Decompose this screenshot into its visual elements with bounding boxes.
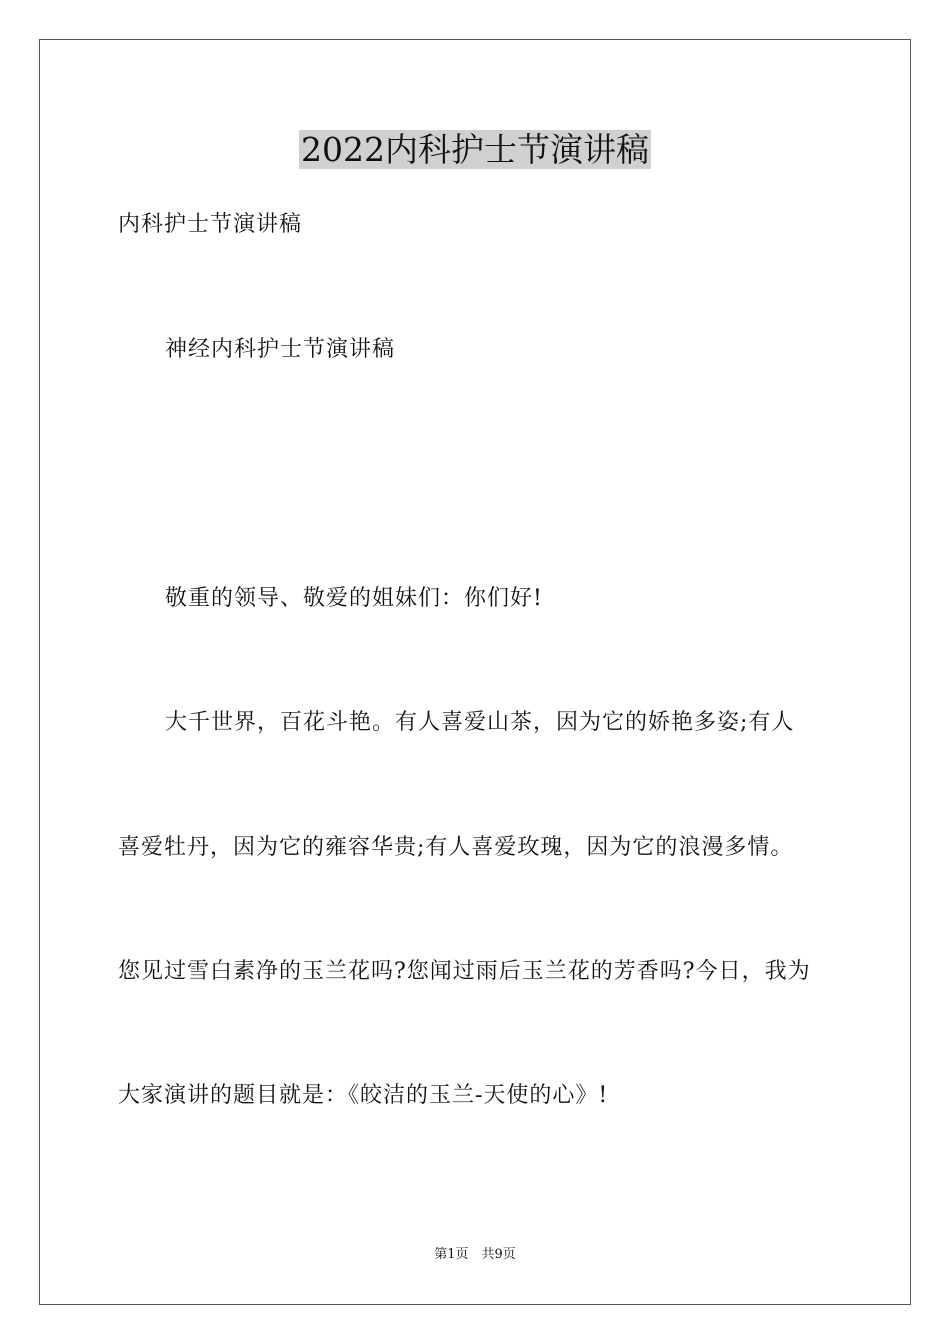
speech-heading: 神经内科护士节演讲稿 xyxy=(165,337,396,362)
paragraph-line: 大家演讲的题目就是：《皎洁的玉兰-天使的心》! xyxy=(118,1083,609,1108)
paragraph-line: 您见过雪白素净的玉兰花吗?您闻过雨后玉兰花的芳香吗?今日，我为 xyxy=(118,959,811,984)
greeting-line: 敬重的领导、敬爱的姐妹们：你们好! xyxy=(165,586,543,611)
paragraph-line: 大千世界，百花斗艳。有人喜爱山茶，因为它的娇艳多姿;有人 xyxy=(165,710,795,735)
document-subtitle: 内科护士节演讲稿 xyxy=(118,212,303,237)
document-title-text: 2022内科护士节演讲稿 xyxy=(301,130,649,169)
document-title xyxy=(0,128,950,172)
paragraph-line: 喜爱牡丹，因为它的雍容华贵;有人喜爱玫瑰，因为它的浪漫多情。 xyxy=(118,835,794,860)
page-footer: 第1页 共9页 xyxy=(434,1247,516,1262)
